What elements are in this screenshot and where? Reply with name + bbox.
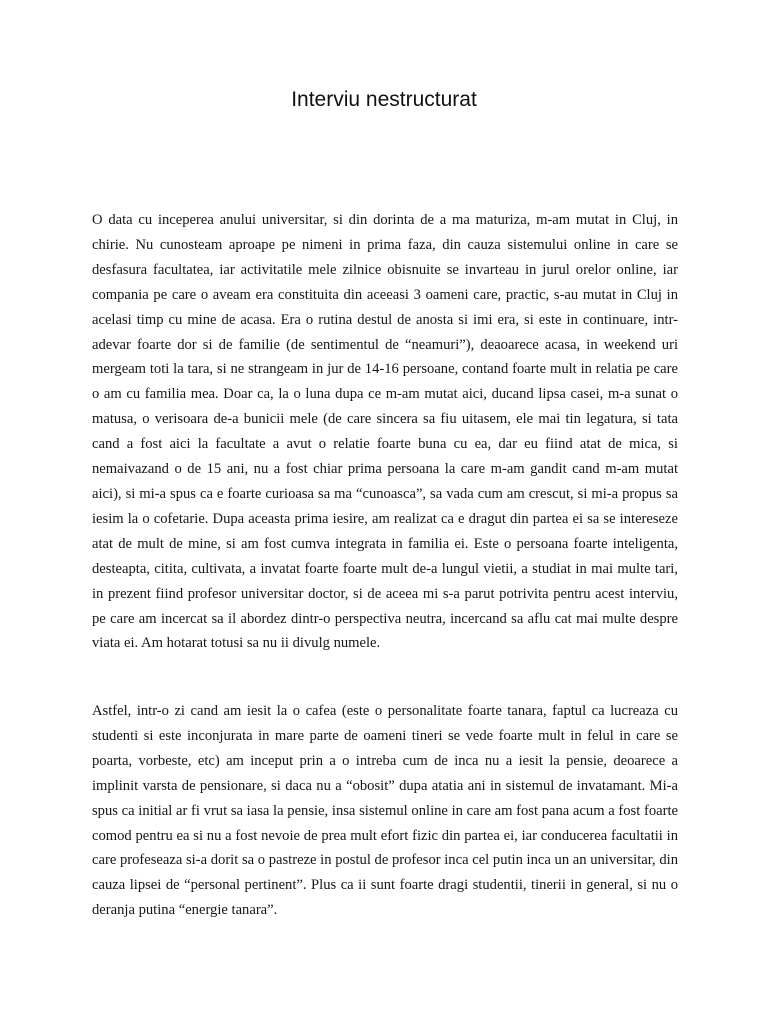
paragraph-2: Astfel, intr-o zi cand am iesit la o cafea (este o personalitate foarte tanara, faptul ca lucreaza cu studenti si este inconjurata in mare parte de oameni tineri se vede foarte mult in felul in care se poarta, vorbeste, etc) am inceput prin a o intreba cum de inca nu a iesit la pensie, deoarece a implinit varsta de pensionare, si daca nu a “obosit” dupa atatia ani in sistemul de invatamant. Mi-a spus ca initial ar fi vrut sa iasa la pensie, insa sistemul online in care am fost pana acum a fost foarte comod pentru ea si nu a fost nevoie de prea mult efort fizic din partea ei, iar conducerea facultatii in care profeseaza si-a dorit sa o pastreze in postul de profesor inca cel putin inca un an universitar, din cauza lipsei de “personal pertinent”. Plus ca ii sunt foarte dragi studentii, tinerii in general, si nu o deranja putina “energie tanara”. [92,703,678,919]
paragraph-1: O data cu inceperea anului universitar, si din dorinta de a ma maturiza, m-am mutat in Cluj, in chirie. Nu cunosteam aproape pe nimeni in prima faza, din cauza sistemului online in care se desfasura facultatea, iar activitatile mele zilnice obisnuite se invarteau in jurul orelor online, iar compania pe care o aveam era constituita din aceeasi 3 oameni care, practic, s-au mutat in Cluj in acelasi timp cu mine de acasa. Era o rutina destul de anosta si imi era, si este in continuare, intr-adevar foarte dor si de familie (de sentimentul de “neamuri”), deaoarece acasa, in weekend uri mergeam toti la tara, si ne strangeam in jur de 14-16 persoane, contand foarte mult in relatia pe care o am cu familia mea. Doar ca, la o luna dupa ce m-am mutat aici, ducand lipsa casei, m-a sunat o matusa, o verisoara de-a bunicii mele (de care sincera sa fiu uitasem, ele mai tin legatura, si tata cand a fost aici la facultate a avut o relatie foarte buna cu ea, dar eu fiind atat de mica, si nemaivazand o de 15 ani, nu a fost chiar prima persoana la care m-am gandit cand m-am mutat aici), si mi-a spus ca e foarte curioasa sa ma “cunoasca”, sa vada cum am crescut, si mi-a propus sa iesim la o cofetarie. Dupa aceasta prima iesire, am realizat ca e dragut din partea ei sa se intereseze atat de mult de mine, si am fost cumva integrata in familia ei. Este o persoana foarte inteligenta, desteapta, citita, cultivata, a invatat foarte foarte mult de-a lungul vietii, a studiat in mai multe tari, in prezent fiind profesor universitar doctor, si de aceea mi s-a parut potrivita pentru acest interviu, pe care am incercat sa il abordez dintr-o perspectiva neutra, incercand sa aflu cat mai multe despre viata ei. Am hotarat totusi sa nu ii divulg numele. [92,212,678,652]
document-title: Interviu nestructurat [291,88,477,111]
